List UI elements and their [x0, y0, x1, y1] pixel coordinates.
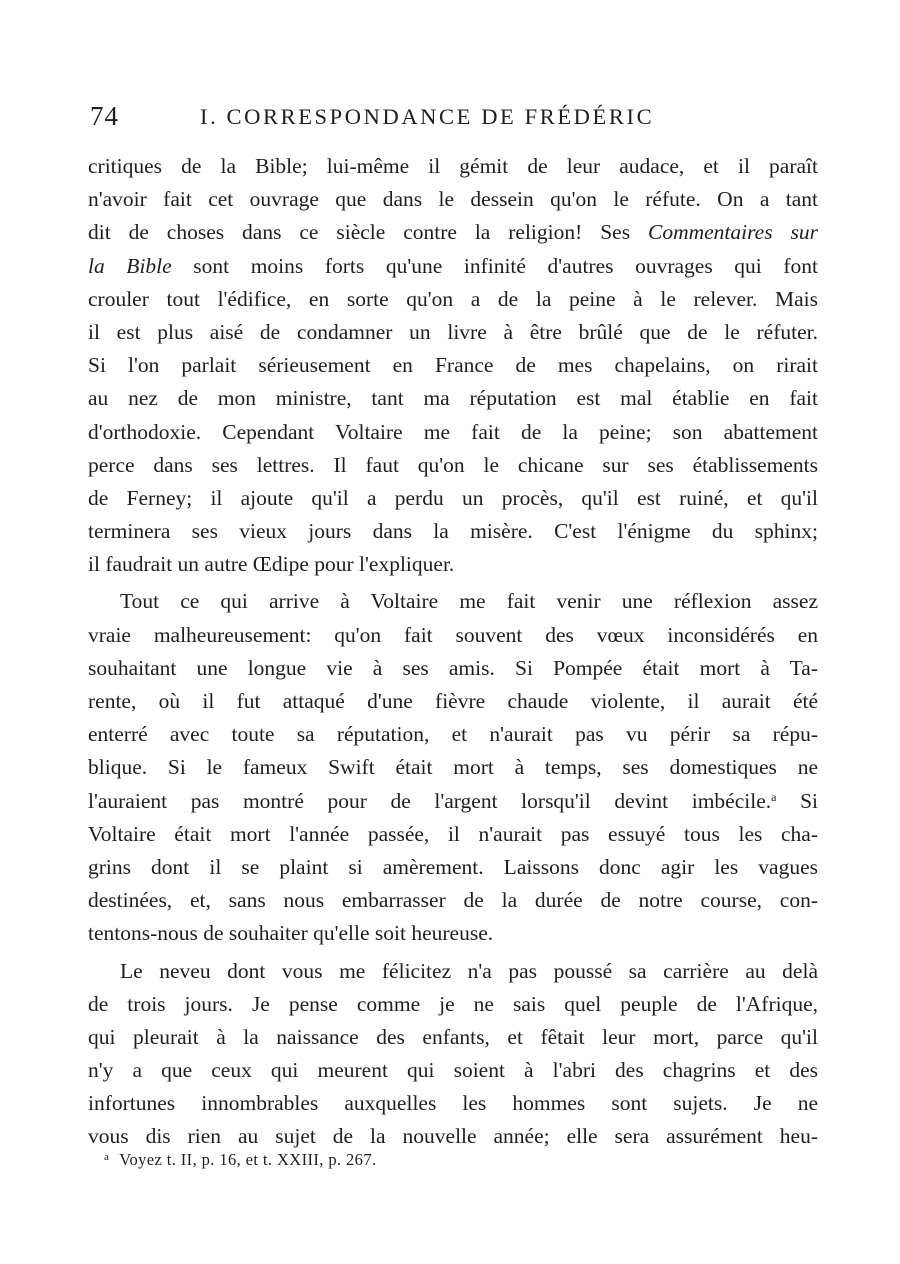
italic-title-commentaires: Commentaires sur [647, 220, 818, 245]
text-line: Si l'on parlait sérieusement en France de mes chapelains, on rirait [88, 353, 818, 378]
body-text [88, 150, 818, 1154]
text-line: de trois jours. Je pense comme je ne sais quel peuple de l'Afrique, [88, 991, 818, 1016]
footnote-text: Voyez t. II, p. 16, et t. XXIII, p. 267. [119, 1150, 377, 1169]
running-head [88, 101, 818, 141]
page-number: 74 [90, 101, 119, 131]
text-line: perce dans ses lettres. Il faut qu'on le chicane sur ses établissements [88, 452, 818, 477]
text-line: qui pleurait à la naissance des enfants, et fêtait leur mort, parce qu'il [88, 1024, 818, 1049]
text-line: l'auraient pas montré pour de l'argent lorsqu'il devint imbécile.$^a$ Si [88, 788, 818, 813]
text-line: vous dis rien au sujet de la nouvelle année; elle sera assurément heu- [88, 1124, 818, 1149]
text-line: de Ferney; il ajoute qu'il a perdu un procès, qu'il est ruiné, et qu'il [88, 485, 818, 510]
text-line: n'y a que ceux qui meurent qui soient à l'abri des chagrins et des [88, 1058, 818, 1083]
paragraph-3 [88, 955, 818, 1154]
paragraph-1 [88, 150, 818, 581]
text-line: Voltaire était mort l'année passée, il n'aurait pas essuyé tous les cha- [88, 821, 818, 846]
text-line: la Bible sont moins forts qu'une infinité d'autres ouvrages qui font [88, 253, 818, 278]
text-line: infortunes innombrables auxquelles les hommes sont sujets. Je ne [88, 1091, 818, 1116]
text-line: rente, où il fut attaqué d'une fièvre chaude violente, il aurait été [88, 689, 818, 713]
text-line: au nez de mon ministre, tant ma réputation est mal établie en fait [88, 386, 818, 411]
italic-title-bible: la Bible [88, 253, 172, 278]
text-line: il est plus aisé de condamner un livre à être brûlé que de le réfuter. [88, 319, 818, 344]
text-line: blique. Si le fameux Swift était mort à temps, ses domestiques ne [88, 755, 818, 780]
text-line: critiques de la Bible; lui-même il gémit de leur audace, et il paraît [88, 154, 818, 178]
text-line: Le neveu dont vous me félicitez n'a pas poussé sa carrière au delà [120, 958, 818, 983]
text-line: crouler tout l'édifice, en sorte qu'on a de la peine à le relever. Mais [88, 286, 818, 311]
text-line: enterré avec toute sa réputation, et n'aurait pas vu périr sa répu- [88, 722, 818, 747]
text-line: grins dont il se plaint si amèrement. Laissons donc agir les vagues [88, 854, 818, 879]
text-line: vraie malheureusement: qu'on fait souvent des vœux inconsidérés en [88, 622, 818, 647]
text-line: souhaitant une longue vie à ses amis. Si Pompée était mort à Ta- [88, 655, 818, 680]
text-line: d'orthodoxie. Cependant Voltaire me fait de la peine; son abattement [88, 419, 818, 444]
text-line: terminera ses vieux jours dans la misère. C'est l'énigme du sphinx; [88, 519, 818, 544]
footnote [104, 1150, 377, 1170]
text-line: n'avoir fait cet ouvrage que dans le dessein qu'on le réfute. On a tant [88, 187, 818, 212]
text-line: Tout ce qui arrive à Voltaire me fait venir une réflexion assez [120, 589, 818, 614]
text-line: tentons-nous de souhaiter qu'elle soit heureuse. [88, 921, 494, 946]
text-line: il faudrait un autre Œdipe pour l'expliquer. [88, 552, 455, 577]
footnote-marker: a [104, 1151, 110, 1163]
footnote-reference[interactable]: a [771, 789, 777, 804]
text-line: destinées, et, sans nous embarrasser de la durée de notre course, con- [88, 888, 818, 913]
text-line: dit de choses dans ce siècle contre la religion! Ses Commentaires sur [88, 220, 818, 245]
paragraph-2 [88, 585, 818, 950]
running-title: I. CORRESPONDANCE DE FRÉDÉRIC [200, 104, 655, 129]
